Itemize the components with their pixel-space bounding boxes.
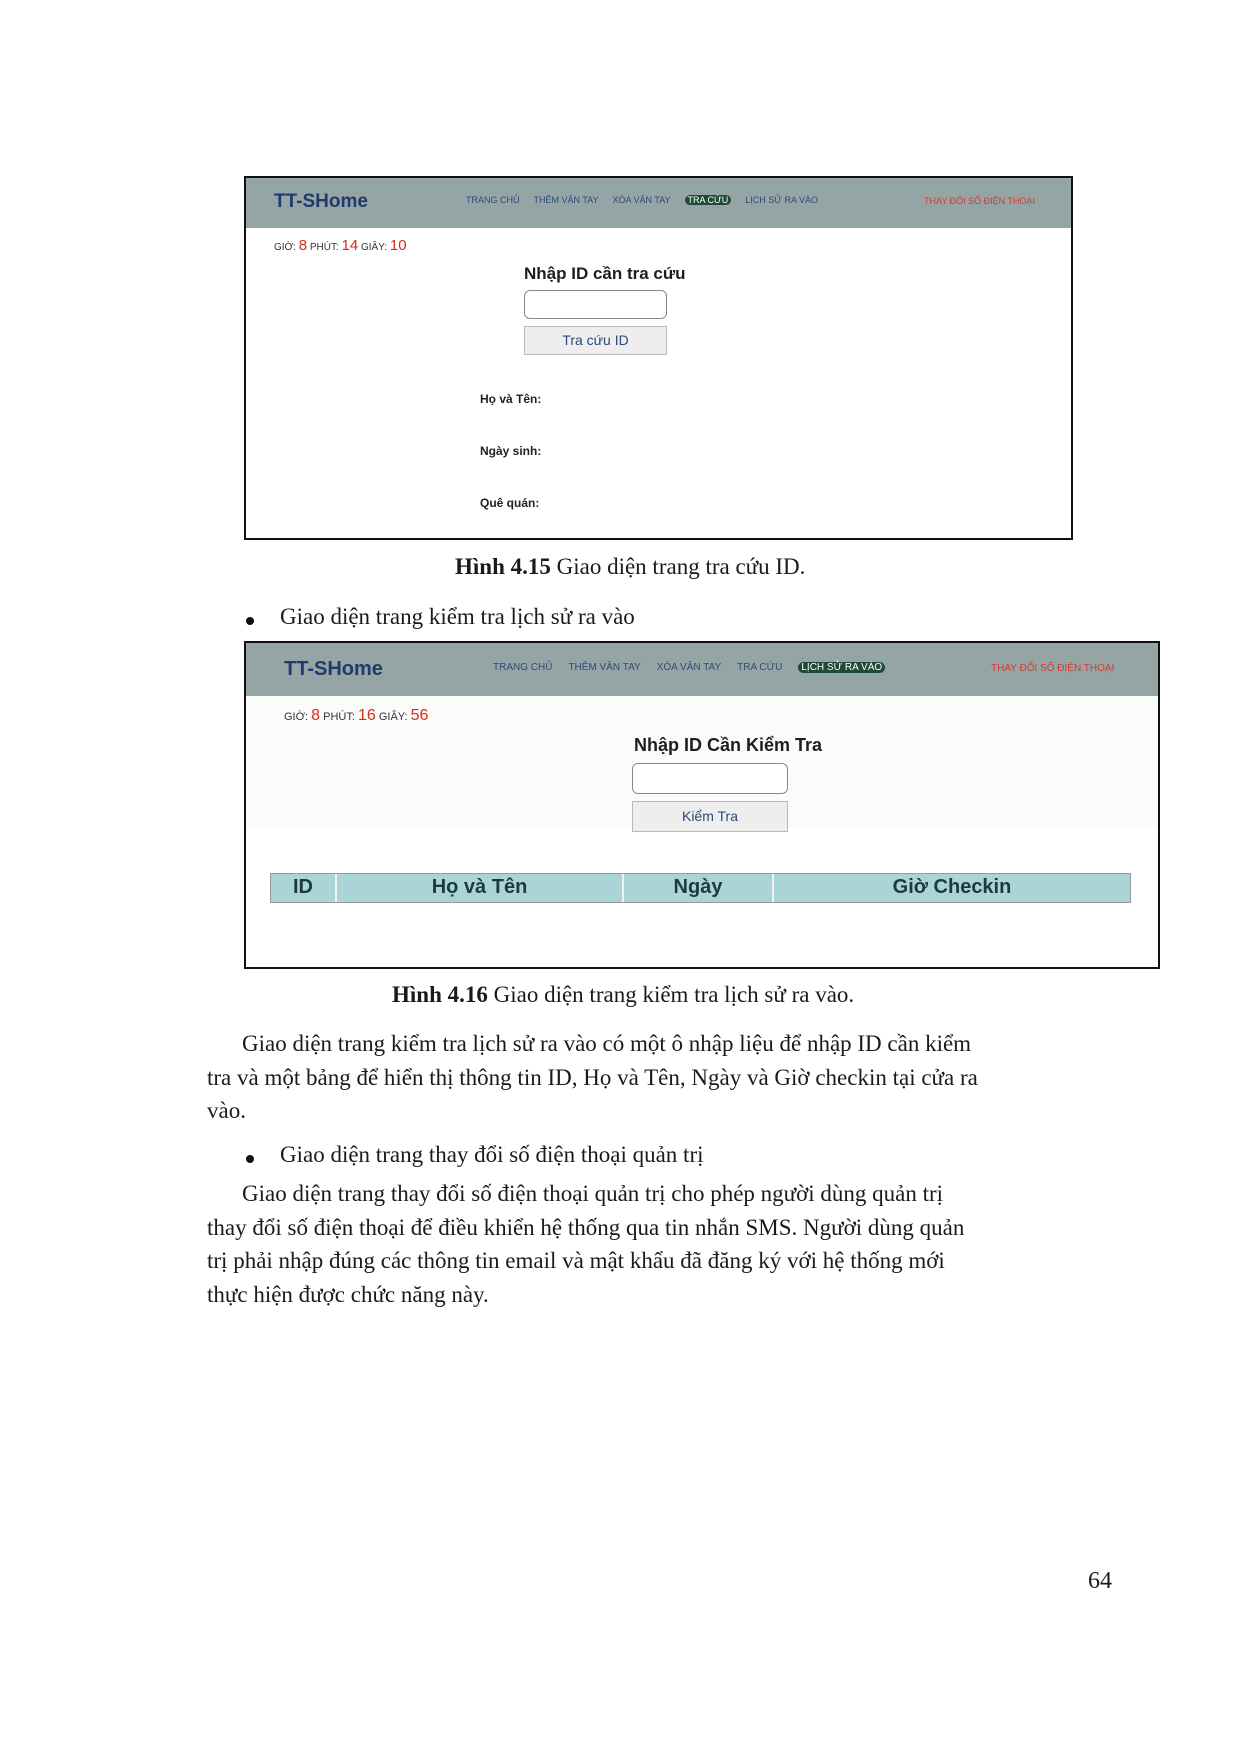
nav-item-history[interactable]: LỊCH SỬ RA VÀO <box>745 195 818 205</box>
bullet-phone-page: Giao diện trang thay đổi số điện thoại quản trị <box>280 1142 704 1167</box>
check-button[interactable]: Kiểm Tra <box>632 801 788 832</box>
clock-minute: 14 <box>341 237 359 254</box>
page-number: 64 <box>1088 1568 1112 1594</box>
clock-minute-label: PHÚT: <box>309 242 339 253</box>
text-line: trị phải nhập đúng các thông tin email và mật khẩu đã đăng ký với hệ thống mới <box>207 1248 945 1273</box>
clock <box>274 237 407 254</box>
caption-text: Giao diện trang kiểm tra lịch sử ra vào. <box>487 982 855 1007</box>
caption-label: Hình 4.15 <box>455 554 551 579</box>
clock <box>284 707 428 725</box>
nav-item-history[interactable]: LỊCH SỬ RA VÀO <box>798 662 885 673</box>
clock-hour: 8 <box>311 707 321 724</box>
clock-minute: 16 <box>357 707 376 724</box>
field-full-name: Họ và Tên: <box>480 392 542 406</box>
figure-history-screenshot <box>244 641 1160 969</box>
text-line: thay đổi số điện thoại để điều khiển hệ thống qua tin nhắn SMS. Người dùng quản <box>207 1214 965 1240</box>
clock-hour: 8 <box>298 237 308 254</box>
figure-lookup-screenshot <box>244 176 1073 540</box>
figure-caption-4-16 <box>392 982 854 1008</box>
nav-item-change-phone[interactable]: THAY ĐỔI SỐ ĐIỆN THOẠI <box>991 663 1115 674</box>
navbar <box>246 178 1071 228</box>
nav-links <box>466 195 818 205</box>
col-date: Ngày <box>624 874 774 902</box>
nav-item-delete-fingerprint[interactable]: XÓA VÂN TAY <box>612 195 671 205</box>
field-hometown: Quê quán: <box>480 496 540 510</box>
lookup-heading: Nhập ID cần tra cứu <box>524 264 686 283</box>
nav-item-add-fingerprint[interactable]: THÊM VÂN TAY <box>533 195 599 205</box>
history-table-header <box>270 873 1131 903</box>
nav-item-change-phone[interactable]: THAY ĐỔI SỐ ĐIỆN THOẠI <box>924 196 1036 206</box>
clock-hour-label: GIỜ: <box>274 242 296 253</box>
nav-item-home[interactable]: TRANG CHỦ <box>466 195 520 205</box>
paragraph-phone-description <box>207 1177 1127 1311</box>
col-full-name: Họ và Tên <box>337 874 624 902</box>
field-birth-date: Ngày sinh: <box>480 444 542 458</box>
id-input[interactable] <box>632 763 788 794</box>
caption-text: Giao diện trang tra cứu ID. <box>550 554 806 579</box>
check-heading: Nhập ID Cần Kiểm Tra <box>634 735 823 755</box>
navbar <box>246 643 1158 696</box>
bullet-icon <box>246 1155 254 1163</box>
text-line: tra và một bảng để hiển thị thông tin ID, Họ và Tên, Ngày và Giờ checkin tại cửa ra <box>207 1064 978 1090</box>
text-line: Giao diện trang thay đổi số điện thoại quản trị cho phép người dùng quản trị <box>242 1181 944 1206</box>
id-input[interactable] <box>524 290 667 319</box>
brand-logo[interactable]: TT-SHome <box>284 658 383 680</box>
text-line: Giao diện trang kiểm tra lịch sử ra vào có một ô nhập liệu để nhập ID cần kiểm <box>242 1031 972 1056</box>
nav-item-add-fingerprint[interactable]: THÊM VÂN TAY <box>568 662 641 673</box>
nav-item-home[interactable]: TRANG CHỦ <box>493 662 553 673</box>
nav-item-lookup[interactable]: TRA CỨU <box>737 662 783 673</box>
bullet-icon <box>246 617 254 625</box>
figure-caption-4-15 <box>455 554 805 580</box>
text-line: vào. <box>207 1098 246 1123</box>
clock-second: 56 <box>410 707 429 724</box>
lookup-button[interactable]: Tra cứu ID <box>524 326 667 355</box>
clock-second-label: GIÂY: <box>360 242 388 253</box>
clock-minute-label: PHÚT: <box>323 711 355 723</box>
brand-logo[interactable]: TT-SHome <box>274 191 368 212</box>
paragraph-history-description <box>207 1027 1127 1128</box>
nav-links <box>493 662 885 673</box>
nav-item-delete-fingerprint[interactable]: XÓA VÂN TAY <box>656 662 722 673</box>
bullet-history-page: Giao diện trang kiểm tra lịch sử ra vào <box>280 604 635 629</box>
clock-second: 10 <box>389 237 407 254</box>
col-checkin-time: Giờ Checkin <box>892 876 1012 898</box>
nav-item-lookup[interactable]: TRA CỨU <box>685 195 732 205</box>
clock-hour-label: GIỜ: <box>284 711 309 723</box>
caption-label: Hình 4.16 <box>392 982 488 1007</box>
text-line: thực hiện được chức năng này. <box>207 1281 489 1307</box>
col-id: ID <box>271 874 337 902</box>
clock-second-label: GIÂY: <box>378 711 408 723</box>
